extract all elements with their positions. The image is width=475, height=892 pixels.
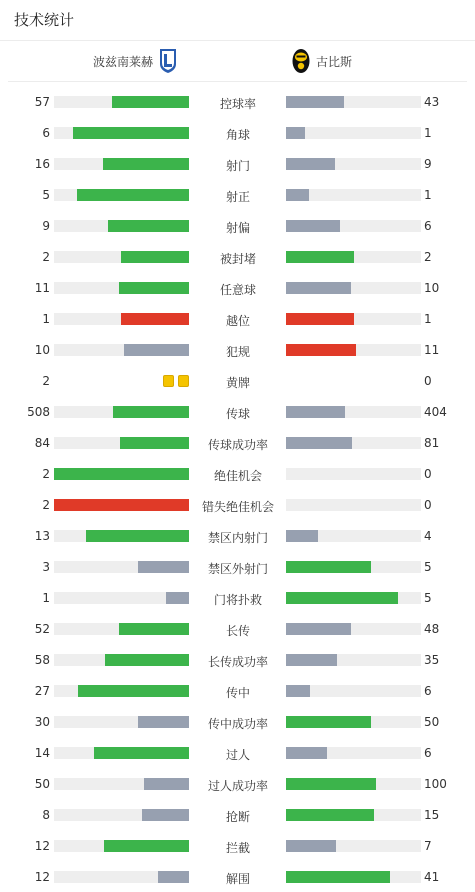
home-team[interactable] [93,41,177,81]
away-bar-fill [286,685,310,697]
home-bar-fill [158,871,189,883]
stat-label: 过人 [225,748,250,762]
home-bar-track [54,871,189,883]
away-value: 100 [424,777,447,791]
home-bar-track [54,561,189,573]
home-value: 27 [34,684,50,698]
home-value: 2 [42,498,50,512]
stat-label: 禁区外射门 [207,562,268,576]
away-bar-fill [286,344,356,356]
away-bar-fill [286,747,327,759]
home-bar-track [54,220,189,232]
stat-label: 绝佳机会 [213,469,262,483]
away-value: 0 [424,467,432,481]
home-value: 12 [34,839,50,853]
home-bar-fill [121,251,189,263]
stat-label: 传中成功率 [207,717,268,731]
home-bar-track [54,344,189,356]
home-value: 57 [34,95,50,109]
away-value: 6 [424,219,432,233]
stat-row [0,799,475,830]
away-bar-track [286,623,421,635]
home-value: 84 [34,436,50,450]
stat-label: 传球成功率 [207,438,268,452]
stat-row [0,365,475,396]
home-bar-track [54,251,189,263]
home-bar-track [54,282,189,294]
team-header [8,41,467,82]
away-bar-track [286,499,421,511]
away-bar-track [286,313,421,325]
stat-row [0,272,475,303]
away-bar-track [286,809,421,821]
away-team-name: 古比斯 [316,54,353,69]
away-bar-fill [286,592,398,604]
stat-row [0,520,475,551]
home-value: 50 [34,777,50,791]
away-bar-track [286,189,421,201]
home-value: 10 [34,343,50,357]
home-bar-fill [119,282,189,294]
home-value: 5 [42,188,50,202]
away-bar-fill [286,840,336,852]
away-bar-fill [286,220,340,232]
stat-row [0,830,475,861]
stat-row [0,861,475,892]
stat-label: 射正 [225,190,250,204]
home-bar-track [54,716,189,728]
home-value: 12 [34,870,50,884]
stat-label: 任意球 [219,283,256,297]
home-value: 3 [42,560,50,574]
away-value: 15 [424,808,440,822]
home-bar-fill [103,158,189,170]
away-bar-track [286,840,421,852]
away-value: 6 [424,684,432,698]
home-value: 2 [42,250,50,264]
away-value: 1 [424,312,432,326]
stat-label: 长传成功率 [207,655,268,669]
away-value: 41 [424,870,440,884]
home-bar-fill [119,623,189,635]
away-bar-track [286,716,421,728]
home-value: 508 [27,405,50,419]
home-value: 52 [34,622,50,636]
away-bar-fill [286,127,305,139]
away-bar-track [286,654,421,666]
away-bar-track [286,158,421,170]
home-bar-fill [54,499,189,511]
home-bar-fill [121,313,189,325]
away-bar-track [286,437,421,449]
away-bar-fill [286,716,371,728]
away-bar-fill [286,251,354,263]
stat-label: 黄牌 [225,376,250,390]
stat-row [0,148,475,179]
home-bar-fill [124,344,189,356]
home-bar-fill [112,96,189,108]
away-bar-fill [286,437,352,449]
away-bar-track [286,96,421,108]
home-bar-fill [77,189,189,201]
home-bar-fill [78,685,189,697]
home-value: 58 [34,653,50,667]
lech-poznan-crest-icon [159,48,177,74]
away-bar-fill [286,189,309,201]
away-value: 5 [424,560,432,574]
home-bar-fill [108,220,189,232]
away-value: 6 [424,746,432,760]
stat-label: 越位 [225,314,250,328]
stat-label: 控球率 [219,97,256,111]
home-value: 16 [34,157,50,171]
home-value: 2 [42,374,50,388]
home-bar-track [54,468,189,480]
away-bar-fill [286,561,371,573]
home-bar-track [54,406,189,418]
away-value: 48 [424,622,440,636]
stat-row [0,768,475,799]
home-bar-fill [73,127,189,139]
stat-label: 过人成功率 [207,779,268,793]
stat-row [0,458,475,489]
stat-row [0,737,475,768]
away-value: 50 [424,715,440,729]
home-bar-fill [113,406,189,418]
stat-label: 长传 [225,624,250,638]
home-value: 11 [34,281,50,295]
stat-row [0,241,475,272]
home-bar-fill [138,561,189,573]
stat-label: 被封堵 [219,252,256,266]
home-bar-track [54,313,189,325]
stat-row [0,334,475,365]
away-value: 2 [424,250,432,264]
away-bar-fill [286,871,390,883]
away-bar-track [286,220,421,232]
away-value: 35 [424,653,440,667]
stat-row [0,117,475,148]
stat-row [0,613,475,644]
home-bar-fill [86,530,189,542]
home-bar-track [54,654,189,666]
home-value: 1 [42,312,50,326]
stat-row [0,396,475,427]
home-bar-track [54,437,189,449]
stat-label: 传球 [225,407,250,421]
away-bar-track [286,530,421,542]
away-bar-fill [286,623,351,635]
stat-label: 犯规 [225,345,250,359]
stat-label: 抢断 [225,810,250,824]
away-team[interactable] [292,41,352,81]
away-bar-track [286,592,421,604]
away-value: 81 [424,436,440,450]
home-bar-fill [144,778,189,790]
away-bar-fill [286,809,374,821]
home-bar-fill [54,468,189,480]
stat-row [0,303,475,334]
home-bar-track [54,499,189,511]
away-bar-fill [286,96,344,108]
away-value: 0 [424,374,432,388]
home-value: 14 [34,746,50,760]
away-value: 0 [424,498,432,512]
stat-label: 门将扑救 [213,593,262,607]
page-title: 技术统计 [0,0,475,41]
away-value: 11 [424,343,440,357]
home-value: 1 [42,591,50,605]
stat-label: 传中 [225,686,250,700]
home-bar-track [54,840,189,852]
stat-label: 解围 [225,872,250,886]
stat-label: 射偏 [225,221,250,235]
away-bar-track [286,561,421,573]
away-value: 1 [424,126,432,140]
away-bar-fill [286,158,335,170]
home-bar-fill [166,592,189,604]
away-value: 1 [424,188,432,202]
stat-label: 禁区内射门 [207,531,268,545]
stat-label: 错失绝佳机会 [201,500,274,514]
home-value: 2 [42,467,50,481]
home-bar-track [54,685,189,697]
stat-label: 拦截 [225,841,250,855]
home-bar-fill [142,809,189,821]
away-bar-fill [286,654,337,666]
away-bar-track [286,251,421,263]
home-bar-track [54,778,189,790]
stat-row [0,582,475,613]
stat-row [0,675,475,706]
away-bar-track [286,871,421,883]
home-bar-track [54,530,189,542]
stat-row [0,489,475,520]
home-bar-track [54,158,189,170]
kups-crest-icon [292,48,310,74]
home-team-name: 波兹南莱赫 [92,54,153,69]
yellow-cards [163,375,189,387]
stat-label: 角球 [225,128,250,142]
home-bar-fill [105,654,189,666]
away-bar-fill [286,313,354,325]
away-value: 4 [424,529,432,543]
away-value: 7 [424,839,432,853]
stat-row [0,86,475,117]
away-value: 404 [424,405,447,419]
stat-row [0,179,475,210]
away-value: 5 [424,591,432,605]
away-bar-track [286,127,421,139]
home-bar-track [54,747,189,759]
away-bar-track [286,747,421,759]
away-bar-fill [286,282,351,294]
away-value: 43 [424,95,440,109]
home-bar-fill [120,437,189,449]
home-bar-track [54,809,189,821]
away-bar-track [286,344,421,356]
home-bar-track [54,592,189,604]
away-value: 10 [424,281,440,295]
home-bar-fill [104,840,189,852]
home-value: 6 [42,126,50,140]
home-bar-track [54,96,189,108]
home-value: 13 [34,529,50,543]
home-bar-fill [94,747,189,759]
home-bar-fill [138,716,189,728]
away-bar-track [286,778,421,790]
stat-row [0,706,475,737]
away-bar-track [286,685,421,697]
away-bar-fill [286,530,318,542]
stat-row [0,551,475,582]
home-value: 30 [34,715,50,729]
away-value: 9 [424,157,432,171]
home-value: 8 [42,808,50,822]
away-bar-track [286,468,421,480]
home-value: 9 [42,219,50,233]
away-bar-track [286,406,421,418]
home-bar-track [54,127,189,139]
away-bar-fill [286,406,345,418]
home-bar-track [54,623,189,635]
away-bar-fill [286,778,376,790]
yellow-card-icon [178,375,189,387]
stat-row [0,644,475,675]
away-bar-track [286,282,421,294]
stat-row [0,427,475,458]
home-bar-track [54,189,189,201]
stat-row [0,210,475,241]
stat-label: 射门 [225,159,250,173]
yellow-card-icon [163,375,174,387]
